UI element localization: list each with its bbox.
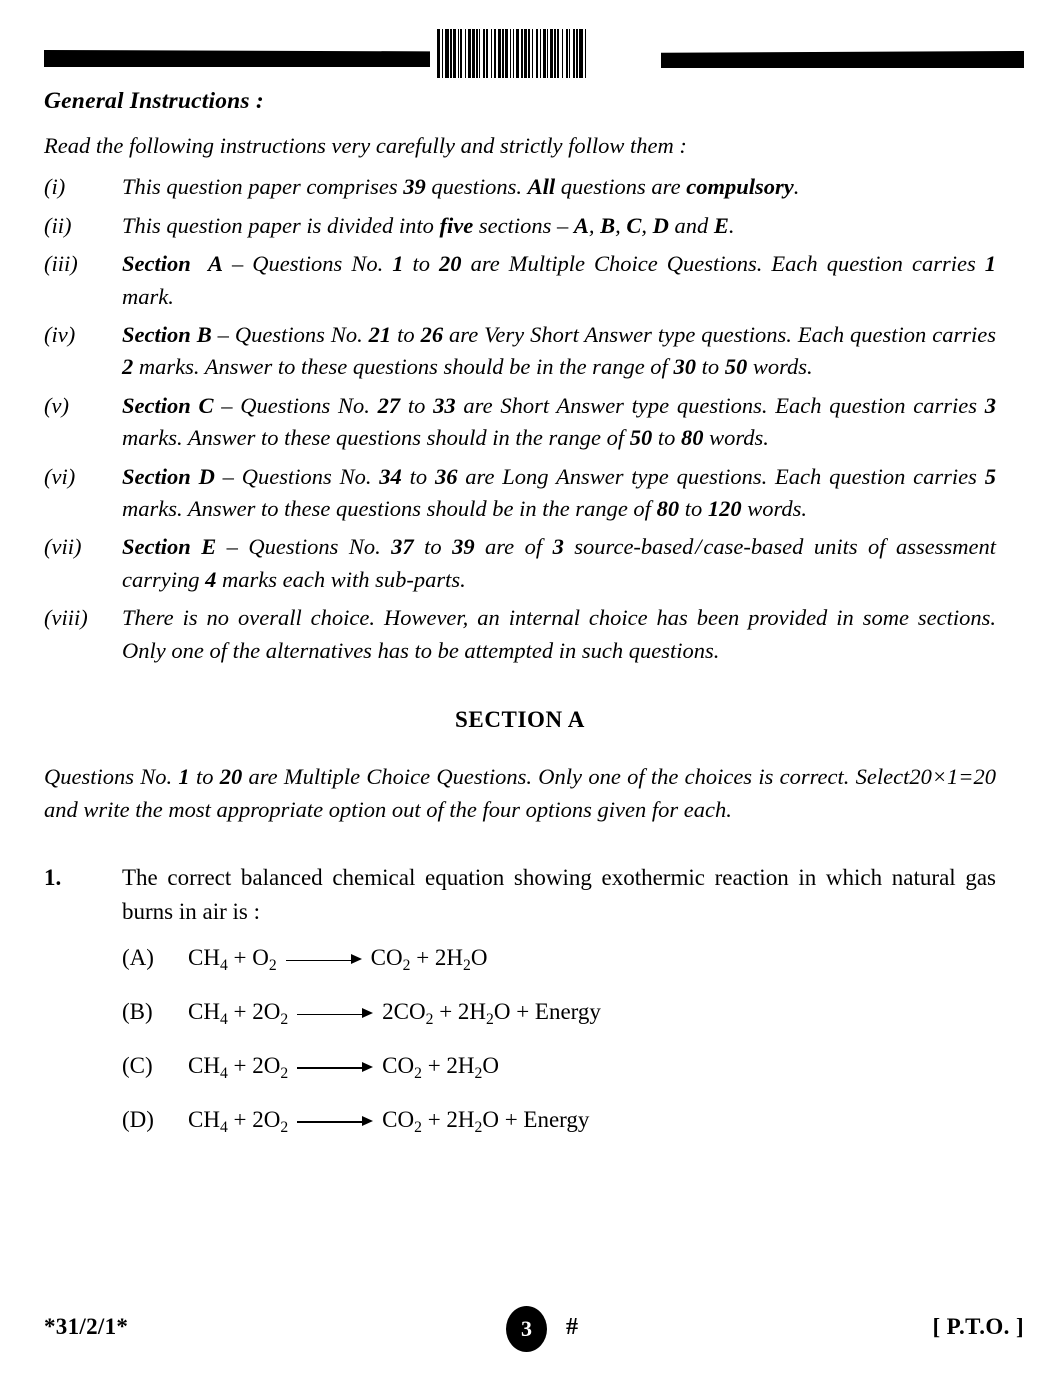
question-text: The correct balanced chemical equation showing exothermic reaction in which natural gas burns in air is : bbox=[122, 865, 996, 924]
page-body bbox=[44, 86, 996, 1157]
instruction-item bbox=[44, 390, 996, 455]
option-c[interactable] bbox=[122, 1050, 996, 1085]
option-key: (B) bbox=[122, 998, 153, 1024]
option-a[interactable] bbox=[122, 942, 996, 977]
option-equation: $CH_4 + 2O_2$ $CO_2 + 2H_2O$ bbox=[188, 1052, 499, 1082]
instructions-lead-text: Read the following instructions very carefully and strictly follow them : bbox=[44, 132, 687, 158]
instructions-list bbox=[44, 171, 996, 666]
instruction-label: (v) bbox=[44, 392, 69, 418]
option-key: (A) bbox=[122, 944, 154, 970]
reaction-arrow-icon bbox=[297, 1110, 375, 1133]
section-a-heading: SECTION A bbox=[454, 706, 586, 732]
instruction-text: Section E – Questions No. 37 to 39 are of 3 source-based / case-based units of assessment carrying 4 marks each with sub-parts. bbox=[122, 534, 996, 592]
instruction-item bbox=[44, 461, 996, 526]
instruction-item bbox=[44, 171, 996, 203]
instruction-label: (ii) bbox=[44, 212, 72, 238]
reaction-arrow-icon bbox=[297, 1056, 375, 1079]
pto-label: [ P.T.O. ] bbox=[932, 1314, 1024, 1339]
option-equation: $CH_4 + 2O_2$ $2CO_2 + 2H_2O$ + Energy bbox=[188, 998, 601, 1028]
page-number-badge: 3 bbox=[506, 1306, 547, 1352]
instruction-item bbox=[44, 319, 996, 384]
option-b[interactable] bbox=[122, 996, 996, 1031]
reaction-arrow-icon bbox=[286, 948, 364, 971]
instruction-text: Section D – Questions No. 34 to 36 are Long Answer type questions. Each question carries 5 marks. Answer to these questions should be in the range of 80 to 120 words. bbox=[122, 463, 996, 521]
instruction-label: (vi) bbox=[44, 463, 76, 489]
section-a-marks: 20×1=20 bbox=[909, 763, 996, 789]
general-instructions-title: General Instructions : bbox=[44, 88, 264, 114]
instruction-label: (viii) bbox=[44, 605, 88, 631]
instruction-item bbox=[44, 602, 996, 667]
question-1 bbox=[44, 861, 996, 928]
instruction-text: This question paper is divided into five sections – A, B, C, D and E. bbox=[122, 212, 735, 238]
page-footer bbox=[44, 1306, 1024, 1360]
hash-mark: # bbox=[566, 1314, 578, 1340]
instruction-text: There is no overall choice. However, an internal choice has been provided in some sections. Only one of the alternatives has to be attempted in such questions. bbox=[122, 605, 996, 663]
instruction-item bbox=[44, 531, 996, 596]
option-equation: $CH_4 + O_2$ $CO_2 + 2H_2O$ bbox=[188, 944, 488, 974]
option-equation: $CH_4 + 2O_2$ $CO_2 + 2H_2O$ + Energy bbox=[188, 1106, 590, 1136]
instruction-item bbox=[44, 210, 996, 242]
option-key: (C) bbox=[122, 1052, 153, 1078]
reaction-arrow-icon bbox=[297, 1002, 375, 1025]
instruction-label: (iii) bbox=[44, 251, 78, 277]
instruction-text: This question paper comprises 39 questions. All questions are compulsory. bbox=[122, 174, 800, 200]
header-rule-right bbox=[661, 51, 1024, 68]
instruction-item bbox=[44, 248, 996, 313]
instruction-text: Section B – Questions No. 21 to 26 are Very Short Answer type questions. Each question carries 2 marks. Answer to these questions should be in the range of 30 to 50 words. bbox=[122, 322, 996, 380]
question-number: 1. bbox=[44, 865, 62, 891]
section-a-intro: 20×1=20 Questions No. 1 to 20 are Multiple Choice Questions. Only one of the choices is correct. Select and write the most appropriate option out of the four options given for each. bbox=[44, 761, 996, 826]
option-key: (D) bbox=[122, 1106, 154, 1132]
page-header bbox=[0, 0, 1046, 82]
barcode bbox=[437, 29, 633, 78]
instruction-text: Section C – Questions No. 27 to 33 are Short Answer type questions. Each question carries 3 marks. Answer to these questions should in the range of 50 to 80 words. bbox=[122, 392, 996, 451]
question-1-options bbox=[122, 942, 996, 1139]
header-rule-left bbox=[44, 50, 430, 67]
instruction-text: Section A – Questions No. 1 to 20 are Multiple Choice Questions. Each question carries 1 mark. bbox=[122, 251, 996, 309]
paper-code: *31/2/1* bbox=[44, 1314, 129, 1339]
option-d[interactable] bbox=[122, 1104, 996, 1139]
instruction-label: (vii) bbox=[44, 534, 82, 560]
instruction-label: (i) bbox=[44, 174, 66, 200]
instruction-label: (iv) bbox=[44, 322, 76, 348]
